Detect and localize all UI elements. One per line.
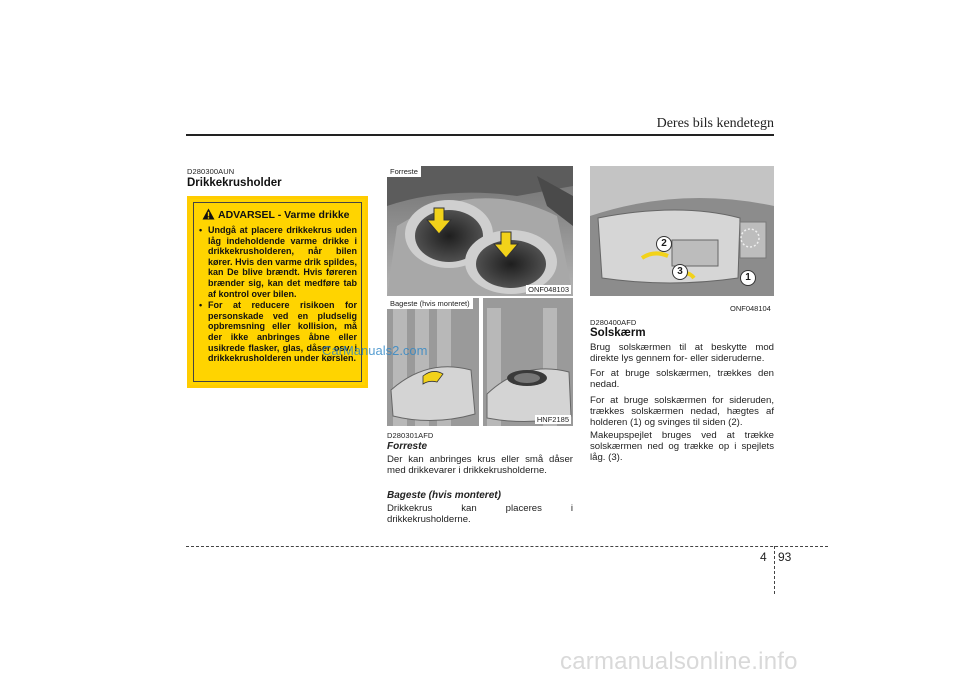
photo-code-visor: ONF048104 xyxy=(730,304,771,313)
cupholder-code: D280301AFD xyxy=(387,431,434,440)
photo-tag-front: Forreste xyxy=(387,166,421,177)
visor-paragraph: Brug solskærmen til at beskytte mod direkte lys gennem for- eller sideruderne. xyxy=(590,342,774,365)
header-rule xyxy=(186,134,774,136)
rear-armrest-open-illustration xyxy=(483,298,573,426)
section-heading: Drikkekrusholder xyxy=(187,177,282,189)
cupholder-illustration xyxy=(387,166,573,296)
footer-rule xyxy=(186,546,828,547)
section-title: Deres bils kendetegn xyxy=(656,116,774,131)
visor-paragraph: Makeupspejlet bruges ved at trække solskærmen ned og trække op i spejlets låg. (3). xyxy=(590,430,774,464)
sun-visor-photo xyxy=(590,166,774,296)
warning-item: • For at reducere risikoen for personskade ved en pludselig opbremsning eller kollision, må der ikke anbringes åbne eller usikrede flasker, glas, dåser osv. i drikkekrusholderen under kørslen. xyxy=(199,300,357,364)
photo-code-front: ONF048103 xyxy=(528,285,569,294)
visor-paragraph: For at bruge solskærmen for sideruden, trækkes solskærmen nedad, hægtes af holderen (1) og svinges til siden (2). xyxy=(590,395,774,429)
photo-tag-rear: Bageste (hvis monteret) xyxy=(387,298,473,309)
warning-item: • Undgå at placere drikkekrus uden låg indeholdende varme drikke i drikkekrusholderen, når bilen kører. Hvis den varme drik spildes, kan De blive brændt. Hvis føreren brænder sig, kan det medføre tab af kontrol over bilen. xyxy=(199,225,357,299)
rear-cupholder-photo xyxy=(387,298,573,426)
chapter-number: 4 xyxy=(760,550,767,564)
rear-text: Drikkekrus kan placeres i drikkekrusholderne. xyxy=(387,503,573,526)
rear-armrest-closed-illustration xyxy=(387,298,479,426)
visor-code: D280400AFD xyxy=(590,318,637,327)
visor-heading: Solskærm xyxy=(590,327,646,339)
visor-paragraph: For at bruge solskærmen, trækkes den nedad. xyxy=(590,368,774,391)
warning-title: ADVARSEL - Varme drikke xyxy=(218,209,350,221)
callout-2: 2 xyxy=(656,236,672,252)
front-subheading: Forreste xyxy=(387,441,428,452)
front-cupholder-photo xyxy=(387,166,573,296)
section-code: D280300AUN xyxy=(187,167,235,176)
bottom-watermark: carmanualsonline.info xyxy=(560,648,798,675)
callout-1: 1 xyxy=(740,270,756,286)
front-text: Der kan anbringes krus eller små dåser med drikkevarer i drikkekrusholderne. xyxy=(387,454,573,477)
page-number: 93 xyxy=(778,550,792,564)
rear-subheading: Bageste (hvis monteret) xyxy=(387,490,501,501)
photo-code-rear: HNF2185 xyxy=(536,415,569,424)
warning-box xyxy=(187,196,368,388)
footer-vertical-rule xyxy=(774,546,775,594)
watermark-overlay: CarManuals2.com xyxy=(322,343,428,358)
warning-triangle-icon xyxy=(202,208,215,220)
callout-3: 3 xyxy=(672,264,688,280)
